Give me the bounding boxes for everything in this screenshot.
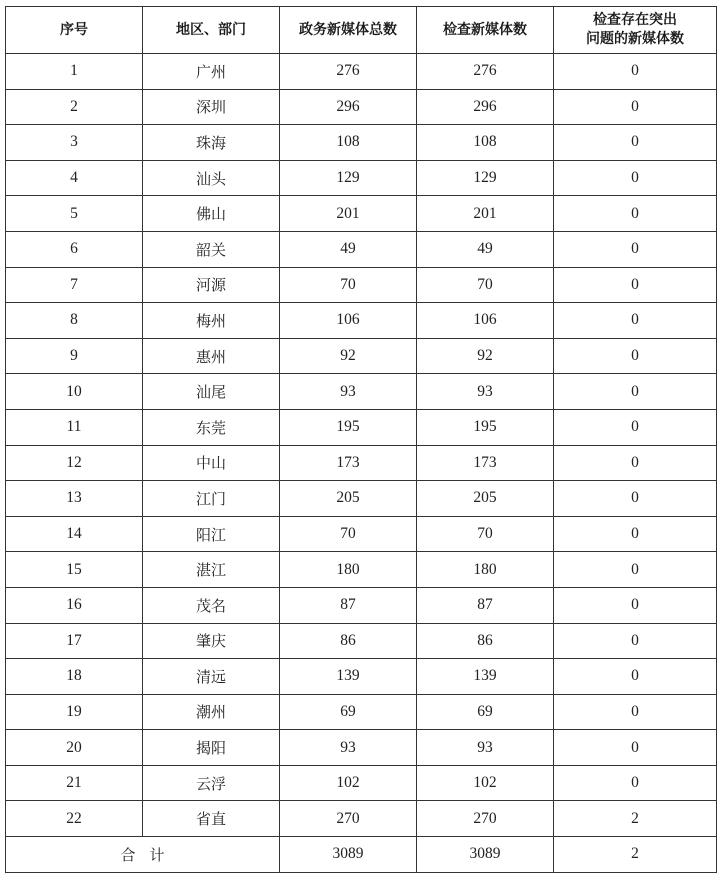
cell-problem-media: 0 xyxy=(554,552,717,588)
cell-checked-media: 70 xyxy=(417,267,554,303)
cell-region: 深圳 xyxy=(143,89,280,125)
table-row xyxy=(6,445,717,481)
cell-checked-media: 86 xyxy=(417,623,554,659)
table-row xyxy=(6,196,717,232)
cell-total-media: 70 xyxy=(280,516,417,552)
table-row xyxy=(6,54,717,90)
table-row xyxy=(6,730,717,766)
cell-problem-media: 0 xyxy=(554,659,717,695)
cell-index: 17 xyxy=(6,623,143,659)
cell-index: 21 xyxy=(6,765,143,801)
header-row xyxy=(6,7,717,54)
cell-region: 云浮 xyxy=(143,765,280,801)
cell-total-media: 87 xyxy=(280,587,417,623)
cell-problem-media: 0 xyxy=(554,160,717,196)
cell-problem-media: 0 xyxy=(554,54,717,90)
total-media-sum: 3089 xyxy=(280,837,417,873)
header-index: 序号 xyxy=(6,7,143,54)
cell-total-media: 195 xyxy=(280,409,417,445)
cell-checked-media: 93 xyxy=(417,730,554,766)
cell-region: 梅州 xyxy=(143,303,280,339)
table-row xyxy=(6,552,717,588)
cell-checked-media: 69 xyxy=(417,694,554,730)
cell-checked-media: 129 xyxy=(417,160,554,196)
cell-total-media: 93 xyxy=(280,374,417,410)
cell-checked-media: 93 xyxy=(417,374,554,410)
cell-problem-media: 0 xyxy=(554,267,717,303)
cell-total-media: 139 xyxy=(280,659,417,695)
cell-index: 4 xyxy=(6,160,143,196)
cell-checked-media: 139 xyxy=(417,659,554,695)
table-row xyxy=(6,801,717,837)
table-row xyxy=(6,587,717,623)
cell-checked-media: 108 xyxy=(417,125,554,161)
cell-checked-media: 296 xyxy=(417,89,554,125)
cell-problem-media: 0 xyxy=(554,196,717,232)
cell-region: 阳江 xyxy=(143,516,280,552)
cell-total-media: 86 xyxy=(280,623,417,659)
checked-media-sum: 3089 xyxy=(417,837,554,873)
media-inspection-table xyxy=(5,6,717,873)
total-row xyxy=(6,837,717,873)
cell-checked-media: 276 xyxy=(417,54,554,90)
cell-problem-media: 2 xyxy=(554,801,717,837)
cell-region: 东莞 xyxy=(143,409,280,445)
cell-index: 1 xyxy=(6,54,143,90)
table-row xyxy=(6,89,717,125)
cell-index: 19 xyxy=(6,694,143,730)
cell-region: 广州 xyxy=(143,54,280,90)
header-checked-media: 检查新媒体数 xyxy=(417,7,554,54)
table-row xyxy=(6,338,717,374)
cell-problem-media: 0 xyxy=(554,765,717,801)
cell-index: 8 xyxy=(6,303,143,339)
cell-total-media: 180 xyxy=(280,552,417,588)
cell-problem-media: 0 xyxy=(554,481,717,517)
cell-index: 11 xyxy=(6,409,143,445)
cell-region: 珠海 xyxy=(143,125,280,161)
table-row xyxy=(6,303,717,339)
cell-problem-media: 0 xyxy=(554,125,717,161)
cell-checked-media: 195 xyxy=(417,409,554,445)
cell-index: 3 xyxy=(6,125,143,161)
cell-checked-media: 70 xyxy=(417,516,554,552)
cell-problem-media: 0 xyxy=(554,89,717,125)
cell-region: 韶关 xyxy=(143,231,280,267)
cell-total-media: 201 xyxy=(280,196,417,232)
table-row xyxy=(6,231,717,267)
cell-total-media: 296 xyxy=(280,89,417,125)
cell-total-media: 129 xyxy=(280,160,417,196)
cell-region: 中山 xyxy=(143,445,280,481)
cell-total-media: 70 xyxy=(280,267,417,303)
table-row xyxy=(6,659,717,695)
cell-region: 惠州 xyxy=(143,338,280,374)
table-footer xyxy=(6,837,717,873)
cell-region: 肇庆 xyxy=(143,623,280,659)
total-label: 合计 xyxy=(6,837,280,873)
table-header xyxy=(6,7,717,54)
cell-checked-media: 106 xyxy=(417,303,554,339)
table-row xyxy=(6,623,717,659)
table-row xyxy=(6,516,717,552)
cell-region: 茂名 xyxy=(143,587,280,623)
cell-problem-media: 0 xyxy=(554,303,717,339)
cell-region: 汕尾 xyxy=(143,374,280,410)
cell-total-media: 276 xyxy=(280,54,417,90)
cell-problem-media: 0 xyxy=(554,445,717,481)
cell-checked-media: 102 xyxy=(417,765,554,801)
cell-total-media: 173 xyxy=(280,445,417,481)
cell-problem-media: 0 xyxy=(554,338,717,374)
header-region: 地区、部门 xyxy=(143,7,280,54)
table-row xyxy=(6,267,717,303)
table-row xyxy=(6,765,717,801)
cell-problem-media: 0 xyxy=(554,409,717,445)
table-row xyxy=(6,374,717,410)
cell-index: 18 xyxy=(6,659,143,695)
table-body xyxy=(6,54,717,837)
cell-total-media: 93 xyxy=(280,730,417,766)
cell-total-media: 106 xyxy=(280,303,417,339)
cell-index: 15 xyxy=(6,552,143,588)
cell-index: 9 xyxy=(6,338,143,374)
cell-total-media: 108 xyxy=(280,125,417,161)
cell-checked-media: 180 xyxy=(417,552,554,588)
cell-index: 22 xyxy=(6,801,143,837)
cell-index: 6 xyxy=(6,231,143,267)
cell-index: 10 xyxy=(6,374,143,410)
cell-index: 13 xyxy=(6,481,143,517)
cell-region: 潮州 xyxy=(143,694,280,730)
cell-problem-media: 0 xyxy=(554,587,717,623)
cell-index: 2 xyxy=(6,89,143,125)
cell-index: 20 xyxy=(6,730,143,766)
cell-total-media: 69 xyxy=(280,694,417,730)
table-row xyxy=(6,160,717,196)
cell-checked-media: 270 xyxy=(417,801,554,837)
cell-problem-media: 0 xyxy=(554,516,717,552)
cell-checked-media: 87 xyxy=(417,587,554,623)
cell-checked-media: 92 xyxy=(417,338,554,374)
cell-problem-media: 0 xyxy=(554,231,717,267)
cell-region: 清远 xyxy=(143,659,280,695)
cell-total-media: 92 xyxy=(280,338,417,374)
header-total-media: 政务新媒体总数 xyxy=(280,7,417,54)
cell-total-media: 270 xyxy=(280,801,417,837)
problem-media-sum: 2 xyxy=(554,837,717,873)
cell-region: 汕头 xyxy=(143,160,280,196)
cell-problem-media: 0 xyxy=(554,374,717,410)
table-row xyxy=(6,125,717,161)
cell-checked-media: 201 xyxy=(417,196,554,232)
cell-region: 佛山 xyxy=(143,196,280,232)
cell-total-media: 102 xyxy=(280,765,417,801)
cell-problem-media: 0 xyxy=(554,623,717,659)
header-problem-media xyxy=(554,7,717,54)
table-row xyxy=(6,409,717,445)
cell-checked-media: 173 xyxy=(417,445,554,481)
cell-index: 16 xyxy=(6,587,143,623)
header-problem-line2: 问题的新媒体数 xyxy=(586,31,684,47)
cell-index: 12 xyxy=(6,445,143,481)
table-row xyxy=(6,481,717,517)
header-problem-line1: 检查存在突出 xyxy=(593,12,677,28)
cell-total-media: 49 xyxy=(280,231,417,267)
cell-region: 河源 xyxy=(143,267,280,303)
cell-index: 14 xyxy=(6,516,143,552)
cell-problem-media: 0 xyxy=(554,730,717,766)
cell-checked-media: 49 xyxy=(417,231,554,267)
cell-region: 揭阳 xyxy=(143,730,280,766)
table-row xyxy=(6,694,717,730)
cell-index: 7 xyxy=(6,267,143,303)
cell-checked-media: 205 xyxy=(417,481,554,517)
cell-total-media: 205 xyxy=(280,481,417,517)
cell-index: 5 xyxy=(6,196,143,232)
cell-region: 省直 xyxy=(143,801,280,837)
cell-region: 江门 xyxy=(143,481,280,517)
cell-region: 湛江 xyxy=(143,552,280,588)
cell-problem-media: 0 xyxy=(554,694,717,730)
